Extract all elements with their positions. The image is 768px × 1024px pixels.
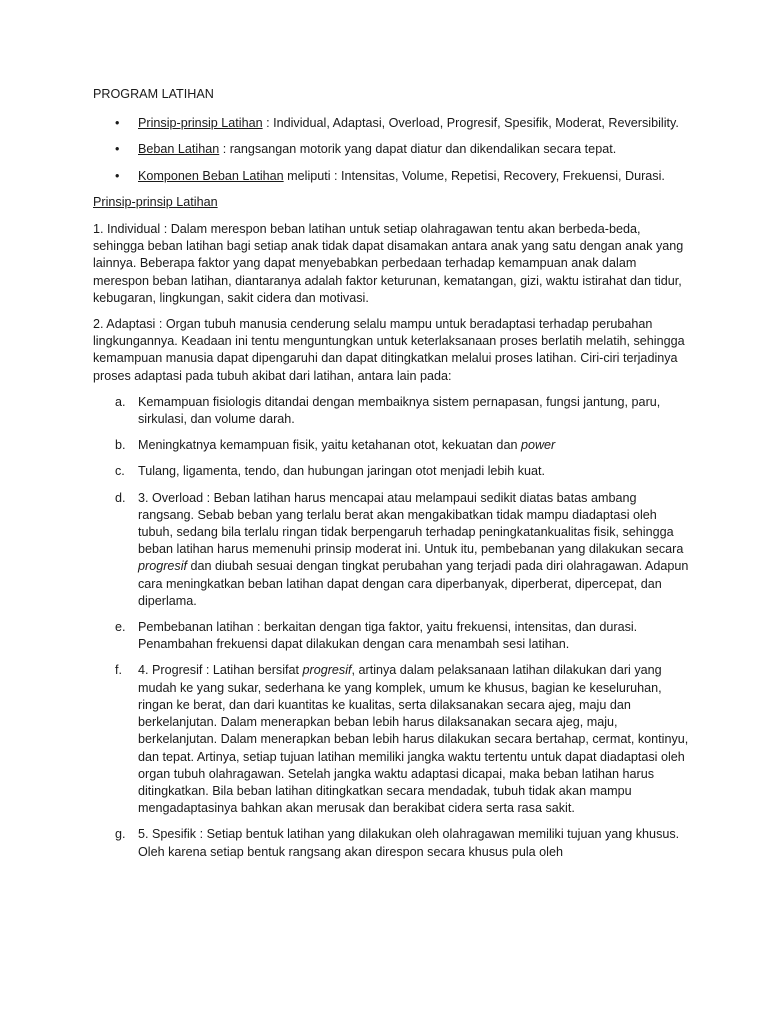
bullet-text: : rangsangan motorik yang dapat diatur dan dikendalikan secara tepat.: [219, 142, 617, 157]
bullet-marker: •: [115, 116, 120, 131]
item-marker: b.: [115, 438, 126, 453]
bullet-marker: •: [115, 168, 120, 183]
list-item: [93, 141, 693, 158]
document-page: [93, 86, 693, 870]
bullet-text: : Individual, Adaptasi, Overload, Progresif, Spesifik, Moderat, Reversibility.: [262, 116, 679, 131]
paragraph-individual: 1. Individual : Dalam merespon beban latihan untuk setiap olahragawan tentu akan berbeda-beda, sehingga beban latihan bagi setiap anak tidak dapat disamakan antara anak yang satu dengan anak yang lainnya. Beberapa faktor yang dapat menyebabkan perbedaan terhadap kemampuan anak dalam merespon beban latihan, diantaranya adalah faktor keturunan, kematangan, gizi, waktu istirahat dan tidur, kebugaran, lingkungan, sakit cidera dan motivasi.: [93, 222, 684, 305]
bullet-list: [93, 115, 693, 185]
paragraph-adaptasi: 2. Adaptasi : Organ tubuh manusia cenderung selalu mampu untuk beradaptasi terhadap perubahan lingkungannya. Keadaan ini tentu menguntungkan untuk keterlaksanaan proses berlatih melatih, sehingga kemampuan manusia dapat dipengaruhi dan dapat ditingkatkan melalui proses latihan. Ciri-ciri terjadinya proses adaptasi pada tubuh akibat dari latihan, antara lain pada:: [93, 317, 685, 383]
list-item: [93, 619, 693, 653]
item-emphasis: progresif: [302, 663, 352, 678]
item-text: , artinya dalam pelaksanaan latihan dilakukan dari yang mudah ke yang sukar, sederhana ke yang komplek, umum ke khusus, bagian ke keseluruhan, ringan ke berat, dan dari kuantitas ke kualitas, serta dilaksanakan secara ajeg, maju dan berkelanjutan. Dalam menerapkan beban lebih harus dilaksanakan secara ajeg, maju, berkelanjutan. Dalam menerapkan beban lebih harus dilakukan secara bertahap, cermat, kontinyu, dan tepat. Artinya, setiap tujuan latihan memiliki jangka waktu tertentu untuk dapat diadaptasi oleh organ tubuh olahragawan. Setelah jangka waktu adaptasi dicapai, maka beban latihan harus ditingkatkan. Bila beban latihan ditingkatkan secara mendadak, tubuh tidak akan mampu mengadaptasinya bahkan akan merusak dan berakibat cidera serta rasa sakit.: [138, 663, 689, 816]
bullet-term: Prinsip-prinsip Latihan: [138, 116, 263, 131]
bullet-term: Komponen Beban Latihan: [138, 168, 284, 183]
item-text: Kemampuan fisiologis ditandai dengan membaiknya sistem pernapasan, fungsi jantung, paru, sirkulasi, dan volume darah.: [138, 394, 661, 427]
item-text: Pembebanan latihan : berkaitan dengan tiga faktor, yaitu frekuensi, intensitas, dan durasi. Penambahan frekuensi dapat dilakukan dengan cara menambah sesi latihan.: [138, 620, 638, 652]
bullet-term: Beban Latihan: [138, 142, 220, 157]
document-title: PROGRAM LATIHAN: [93, 87, 214, 101]
list-item: [93, 437, 693, 454]
list-item: [93, 168, 693, 185]
list-item: [93, 490, 693, 610]
item-text: dan diubah sesuai dengan tingkat perubahan yang terjadi pada diri olahragawan. Adapun cara meningkatkan beban latihan dapat dengan cara diperbanyak, diperberat, dipercepat, dan diperlama.: [138, 559, 689, 608]
item-text: 5. Spesifik : Setiap bentuk latihan yang dilakukan oleh olahragawan memiliki tujuan yang khusus. Oleh karena setiap bentuk rangsang akan direspon secara khusus pula oleh: [138, 827, 680, 859]
list-item: [93, 394, 693, 428]
section-heading: Prinsip-prinsip Latihan: [93, 194, 218, 209]
lettered-list: [93, 394, 693, 861]
item-text: Tulang, ligamenta, tendo, dan hubungan jaringan otot menjadi lebih kuat.: [138, 464, 546, 479]
item-marker: e.: [115, 620, 126, 635]
item-text: Meningkatnya kemampuan fisik, yaitu ketahanan otot, kekuatan dan: [138, 438, 521, 453]
list-item: [93, 826, 693, 860]
item-emphasis: progresif: [138, 559, 187, 574]
item-marker: c.: [115, 464, 125, 479]
item-marker: f.: [115, 663, 122, 678]
list-item: [93, 463, 693, 480]
item-marker: a.: [115, 394, 126, 409]
item-text: 4. Progresif : Latihan bersifat: [138, 663, 303, 678]
bullet-marker: •: [115, 142, 120, 157]
bullet-text: meliputi : Intensitas, Volume, Repetisi, Recovery, Frekuensi, Durasi.: [283, 168, 665, 183]
item-emphasis: power: [520, 438, 556, 453]
list-item: [93, 662, 693, 817]
list-item: [93, 115, 693, 132]
item-text: 3. Overload : Beban latihan harus mencapai atau melampaui sedikit diatas batas ambang rangsang. Sebab beban yang terlalu berat akan mengakibatkan tidak mampu diadaptasi oleh tubuh, sedang bila terlalu ringan tidak berpengaruh terhadap peningkatankualitas fisik, sehingga beban latihan harus memenuhi prinsip moderat ini. Untuk itu, pembebanan yang dilakukan secara: [138, 490, 684, 557]
item-marker: g.: [115, 827, 126, 842]
item-marker: d.: [115, 490, 126, 505]
